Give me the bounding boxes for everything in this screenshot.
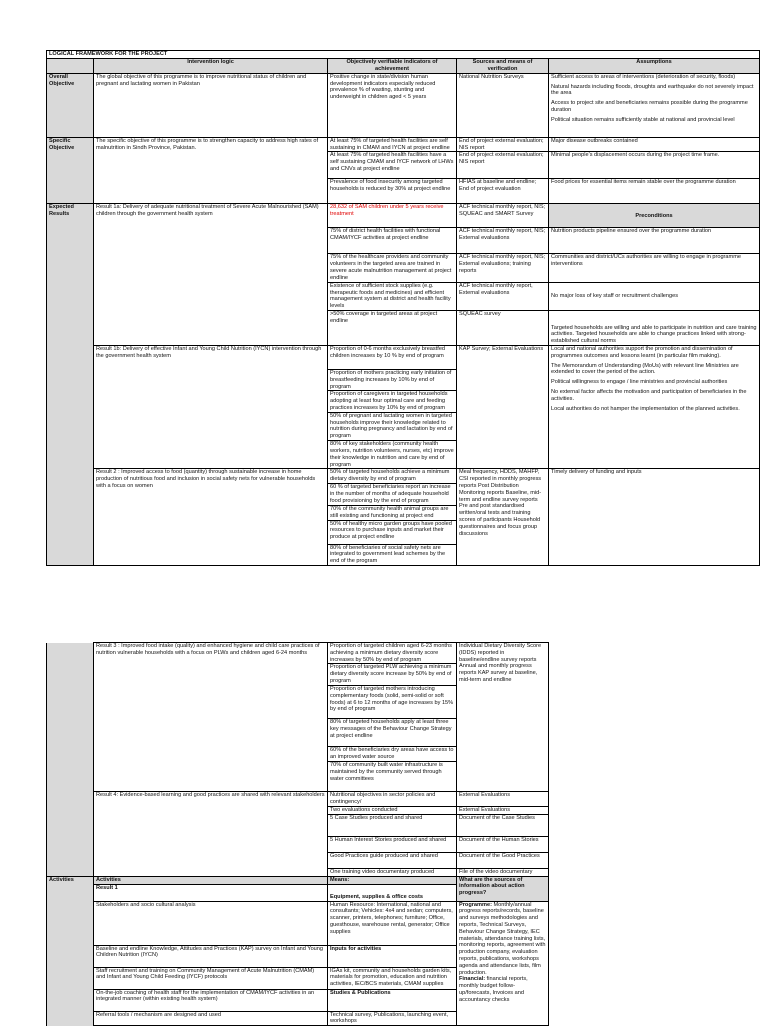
result-1a-source: ACF technical monthly report, External evaluations	[457, 282, 549, 310]
header-intervention: Intervention logic	[94, 58, 328, 73]
result-1b-assumptions	[549, 345, 760, 468]
overall-objective-assumptions	[549, 73, 760, 137]
overall-objective-source: National Nutrition Surveys	[457, 73, 549, 137]
specific-assumption: Major disease outbreaks contained	[549, 137, 760, 152]
programme-text: Monthly/annual progress reports/records, baseline and surveys methodologies and reports, Technical Surveys, Behaviour Change Strategy, IEC materials, attendance training lists, monitoring reports, agreement with production company, evaluation reports, publications, workshops agenda and attendance lists, film production.	[459, 901, 546, 976]
result-4-source: Document of the Human Stories	[457, 836, 549, 852]
result-1b-indicator: 80% of key stakeholders (community health workers, nutrition volunteers, nurses, etc) improve their knowledge in nutrition and care by end of program	[328, 441, 457, 469]
result-4-indicator: One training video documentary produced	[328, 868, 457, 876]
result-1a-indicator: Existence of sufficient stock supplies (e.g. therapeutic foods and medicines) and efficient management system at district and health facility levels	[328, 282, 457, 310]
precondition-item: The Memorandum of Understanding (MoUs) with relevant line Ministries are extended to cover the period of the action.	[551, 362, 739, 376]
result-1b-indicator: 50% of pregnant and lactating women in targeted households improve their knowledge related to nutrition during pregnancy and lactation by end of program	[328, 412, 457, 440]
result-3-indicator: 60% of the beneficiaries dry areas have access to an improved water source	[328, 746, 457, 761]
result-4-logic: Result 4: Evidence-based learning and good practices are shared with relevant stakeholders	[94, 791, 328, 876]
result-2-indicator: 70% of the community health animal groups are still existing and functioning at project end	[328, 505, 457, 520]
result-2-indicator: 80% of beneficiaries of social safety nets are integrated to government lead schemes by the end of the program	[328, 544, 457, 565]
result-4-indicator: Good Practices guide produced and shared	[328, 852, 457, 868]
precondition-item: Nutrition products pipeline ensured over the programme duration	[549, 228, 760, 254]
means-column-header: Means:	[328, 876, 457, 884]
result-1a-source: SQUEAC survey	[457, 310, 549, 345]
logframe-table-part-2	[46, 642, 760, 1026]
assumption-item: Sufficient access to areas of interventions (deterioration of security, floods)	[551, 73, 736, 80]
activity-item: Staff recruitment and training on Community Management of Acute Malnutrition (CMAM) and Infant and Young Child Feeding (IYCF) protocols	[94, 967, 328, 989]
header-sources: Sources and means of verification	[457, 58, 549, 73]
assumptions-blank	[549, 643, 760, 877]
specific-assumption: Minimal people's displacement occurs during the project time frame.	[549, 152, 760, 179]
result-3-indicator: Proportion of targeted PLW achieving a minimum dietary diversity score increase by 50% by end of program	[328, 664, 457, 685]
specific-indicator: At least 75% of targeted health facilities are self sustaining in CMAM and IYCN at project endline	[328, 137, 457, 152]
result-1b-indicator: Proportion of caregivers in targeted households adopting at least four optimal care and feeding practices increases by 10% by end of program	[328, 391, 457, 412]
financial-label: Financial:	[459, 976, 486, 983]
precondition-item: Local and national authorities support the promotion and dissemination of programmes outcomes and lessons learnt (in particular film making).	[551, 345, 733, 359]
result-1a-indicator: 28,632 of SAM children under 5 years receive treatment	[328, 204, 457, 228]
result-4-indicator: 5 Case Studies produced and shared	[328, 814, 457, 836]
result-1a-source: ACF technical monthly report, NIS; SQUEAC and SMART Survey	[457, 204, 549, 228]
result-2-assumption: Timely delivery of funding and inputs	[549, 469, 760, 566]
means-item: Human Resource: International, national and consultants; Vehicles: 4x4 and sedan; computers, scanner, printers, telephones; furniture; Office, guesthouse, warehouse rental, generator; Office supplies	[328, 901, 457, 945]
result-4-source: External Evaluations	[457, 806, 549, 814]
result-1b-indicator: Proportion of mothers practicing early initiation of breastfeeding increases by 10% by end of program	[328, 369, 457, 390]
precondition-item: Local authorities do not hamper the implementation of the planned activities.	[551, 405, 740, 412]
specific-objective-logic: The specific objective of this programme is to strengthen capacity to address high rates of malnutrition in Sindh Province, Pakistan.	[94, 137, 328, 204]
overall-objective-indicator: Positive change in state/division human development indicators especially reduced prevalence % of wasting, stunting and underweight in children aged < 5 years	[328, 73, 457, 137]
specific-source: End of project external evaluation; NIS report	[457, 137, 549, 152]
result-3-indicator: 80% of targeted households apply at least three key messages of the Behaviour Change Strategy at project endline	[328, 718, 457, 746]
result-2-logic: Result 2 : Improved access to food (quantity) through sustainable increase in home production of nutritious food and inclusion in social safety nets for vulnerable households with a focus on women	[94, 469, 328, 566]
result-4-source: Document of the Case Studies	[457, 814, 549, 836]
logframe-table-part-1	[46, 50, 760, 566]
assumption-item: Access to project site and beneficiaries remains possible during the programme duration	[551, 100, 748, 114]
activity-item: On-the-job coaching of health staff for the implementation of CMAM/IYCF activities in an integrated manner (within existing health system)	[94, 989, 328, 1011]
result-1a-indicator: 75% of the healthcare providers and community volunteers in the targeted area are trained in severe acute malnutrition management at project endline	[328, 254, 457, 282]
table-title: LOGICAL FRAMEWORK FOR THE PROJECT	[47, 51, 760, 59]
means-item: Inputs for activities	[328, 945, 457, 967]
logframe-sheet-part-2	[46, 642, 759, 1024]
activities-label: Activities	[47, 876, 94, 1026]
result-1a-indicator: >50% coverage in targeted areas at project endline	[328, 310, 457, 345]
result-3-indicator: Proportion of targeted mothers introducing complementary foods (solid, semi-solid or soft foods) at 6 to 12 months of age increases by 15% by end of program	[328, 685, 457, 718]
result-4-indicator: Nutritional objectives in sector policies and contingency/	[328, 791, 457, 806]
specific-source: HFIAS at baseline and endline; End of project evaluation	[457, 179, 549, 204]
result-1a-source: ACF technical monthly report, NIS; External evaluations; training reports	[457, 254, 549, 282]
result-2-indicator: 50% of targeted households achieve a minimum dietary diversity by end of program	[328, 469, 457, 484]
result-3-source: Individual Dietary Diversity Score (IDDS) reported in baseline/endline survey reports Annual and monthly progress reports KAP survey at baseline, mid-term and endline	[457, 643, 549, 792]
result-4-indicator: 5 Human Interest Stories produced and shared	[328, 836, 457, 852]
header-indicators: Objectively verifiable indicators of achievement	[328, 58, 457, 73]
header-assumptions: Assumptions	[549, 58, 760, 73]
result-2-source: Meal frequency, HDDS, MAHFP, CSI reported in monthly progress reports Post Distribution Monitoring reports Baseline, mid-term and endline survey reports Pre and post standardised written/oral tests and training scores of participants Household questionnaires and focus group discussions	[457, 469, 549, 566]
overall-objective-label: Overall Objective	[47, 73, 94, 137]
activities-result-1: Result 1	[94, 884, 328, 901]
result-1a-text: Result 1a: Delivery of adequate nutritional treatment of Severe Acute Malnourished (SAM) children through the government health system	[96, 204, 319, 218]
result-3-indicator: 70% of community built water infrastructure is maintained by the community served through water committees	[328, 761, 457, 791]
result-4-source: File of the video documentary	[457, 868, 549, 876]
result-1a-indicator: 75% of district health facilities with functional CMAM/IYCF activities at project endline	[328, 228, 457, 254]
result-2-indicator: 60 % of targeted beneficiaries report an increase in the number of months of adequate household food provisioning by the end of program	[328, 483, 457, 505]
assumption-item: Natural hazards including floods, droughts and earthquake do not severely impact the area	[551, 83, 754, 97]
activity-item: Baseline and endline Knowledge, Attitudes and Practices (KAP) survey on Infant and Young Children Nutrition (IYCN)	[94, 945, 328, 967]
preconditions-header: Preconditions	[549, 204, 760, 228]
header-blank	[47, 58, 94, 73]
activities-right-blank	[549, 876, 760, 1026]
specific-source: End of project external evaluation; NIS report	[457, 152, 549, 179]
result-1a-source: ACF technical monthly report, NIS; External evaluations	[457, 228, 549, 254]
means-item: IGAs kit, community and households garden kits, materials for promotion, education and nutrition activities, IEC/BCS materials, CMAM supplies	[328, 967, 457, 989]
result-1b-indicator: Proportion of 0-6 months exclusively breastfed children increases by 10 % by end of program	[328, 345, 457, 369]
assumption-item: Political situation remains sufficiently stable at national and provincial level	[551, 116, 735, 123]
precondition-item: No major loss of key staff or recruitment challenges	[549, 282, 760, 310]
result-1a-logic	[94, 204, 328, 346]
result-1b-logic: Result 1b: Delivery of effective Infant and Young Child Nutrition (IYCN) intervention through the government health system	[94, 345, 328, 468]
result-1b-source: KAP Survey; External Evaluations	[457, 345, 549, 468]
activity-item: Stakeholders and socio cultural analysis	[94, 901, 328, 945]
result-4-indicator: Two evaluations conducted	[328, 806, 457, 814]
result-2-indicator: 50% of healthy micro garden groups have pooled resources to purchase inputs and market their produce at project endline	[328, 520, 457, 544]
activity-item: Referral tools / mechanism are designed and used	[94, 1011, 328, 1026]
financial-text: financial reports, monthly budget follow-up/forecasts, Invoices and accountancy checks	[459, 976, 528, 1003]
precondition-item: Targeted households are willing and able to participate in nutrition and care training activities. Targeted households are able to change practices linked with strong-established cultural norms	[549, 310, 760, 345]
precondition-item: Communities and district/UCs authorities are willing to engage in programme interventions	[549, 254, 760, 282]
expected-results-continued	[47, 643, 94, 877]
means-item: Technical survey, Publications, launching event, workshops	[328, 1011, 457, 1026]
means-item: Studies & Publications	[328, 989, 457, 1011]
equipment-heading: Equipment, supplies & office costs	[328, 884, 457, 901]
specific-objective-label: Specific Objective	[47, 137, 94, 204]
logframe-sheet-part-1	[46, 50, 759, 565]
overall-objective-logic: The global objective of this programme is to improve nutritional status of children and pregnant and lactating women in Pakistan	[94, 73, 328, 137]
activities-column-header: Activities	[94, 876, 328, 884]
result-3-logic: Result 3 : Improved food intake (quality) and enhanced hygiene and child care practices of nutrition vulnerable households with a focus on PLWs and children aged 6-24 months	[94, 643, 328, 792]
expected-results-label: Expected Results	[47, 204, 94, 566]
activities-sources	[457, 901, 549, 1026]
programme-label: Programme:	[459, 901, 492, 908]
sources-column-header: What are the sources of information about action progress?	[457, 876, 549, 901]
precondition-item: Political willingness to engage / line ministries and provincial authorities	[551, 379, 728, 386]
result-4-source: Document of the Good Practices	[457, 852, 549, 868]
specific-indicator: At least 75% of targeted health facilities have a self sustaining CMAM and IYCF network of LHWs and CNVs at project endline	[328, 152, 457, 179]
result-3-indicator: Proportion of targeted children aged 6-23 months achieving a minimum dietary diversity score increases by 50% by end of program	[328, 643, 457, 664]
precondition-item: No external factor affects the motivation and participation of beneficiaries in the activities.	[551, 389, 747, 402]
specific-assumption: Food prices for essential items remain stable over the programme duration	[549, 179, 760, 204]
result-4-source: External Evaluations	[457, 791, 549, 806]
specific-indicator: Prevalence of food insecurity among targeted households is reduced by 30% at project endline	[328, 179, 457, 204]
